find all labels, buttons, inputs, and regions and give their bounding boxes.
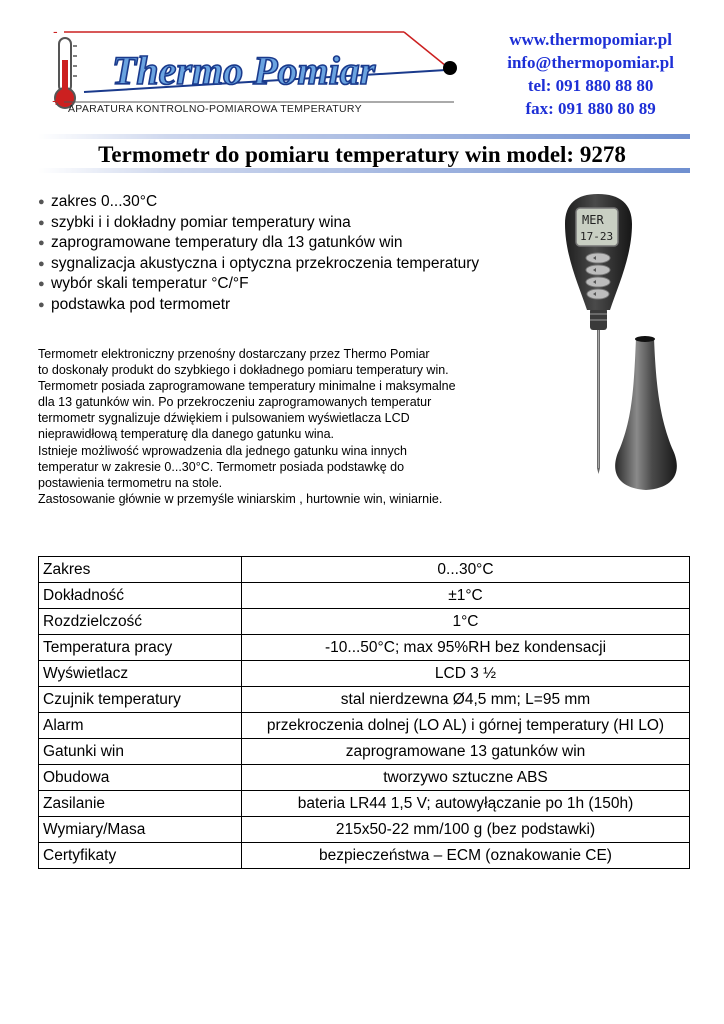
spec-label: Gatunki win bbox=[39, 739, 242, 765]
spec-label: Dokładność bbox=[39, 583, 242, 609]
spec-value: 215x50-22 mm/100 g (bez podstawki) bbox=[242, 817, 690, 843]
spec-value: stal nierdzewna Ø4,5 mm; L=95 mm bbox=[242, 687, 690, 713]
description-line: Termometr posiada zaprogramowane temperatury minimalne i maksymalne bbox=[38, 379, 456, 394]
spec-value: zaprogramowane 13 gatunków win bbox=[242, 739, 690, 765]
thermometer-probe bbox=[597, 328, 600, 468]
lcd-line-2: 17-23 bbox=[580, 230, 614, 243]
page-title: Termometr do pomiaru temperatury win model: 9278 bbox=[98, 142, 626, 167]
bullet-icon: ● bbox=[38, 216, 45, 229]
logo-minus: - bbox=[53, 24, 58, 39]
table-row bbox=[39, 609, 690, 635]
feature-item: ● sygnalizacja akustyczna i optyczna przekroczenia temperatury bbox=[38, 254, 479, 275]
spec-label: Zasilanie bbox=[39, 791, 242, 817]
spec-value: 1°C bbox=[242, 609, 690, 635]
table-row bbox=[39, 635, 690, 661]
description-line: to doskonały produkt do szybkiego i dokładnego pomiaru temperatury win. bbox=[38, 363, 449, 378]
table-row bbox=[39, 843, 690, 869]
phone-number: tel: 091 880 88 80 bbox=[527, 76, 654, 95]
bullet-icon: ● bbox=[38, 298, 45, 311]
spec-value: LCD 3 ½ bbox=[242, 661, 690, 687]
description-line: temperatur w zakresie 0...30°C. Termometr posiada podstawkę do bbox=[38, 459, 405, 474]
feature-item: ● zaprogramowane temperatury dla 13 gatunków win bbox=[38, 233, 479, 254]
feature-item: ● szybki i i dokładny pomiar temperatury wina bbox=[38, 213, 479, 234]
description-line: nieprawidłową temperaturę dla danego gatunku wina. bbox=[38, 427, 335, 442]
table-row bbox=[39, 687, 690, 713]
table-row bbox=[39, 661, 690, 687]
spec-label: Wymiary/Masa bbox=[39, 817, 242, 843]
spec-label: Czujnik temperatury bbox=[39, 687, 242, 713]
thermometer-stand bbox=[615, 338, 677, 490]
thermometer-button bbox=[586, 253, 610, 263]
spec-value: -10...50°C; max 95%RH bez kondensacji bbox=[242, 635, 690, 661]
logo-probe-line bbox=[404, 32, 446, 66]
thermometer-button bbox=[586, 265, 610, 275]
logo-brand-text: Thermo Pomiar bbox=[112, 48, 376, 93]
spec-label: Rozdzielczość bbox=[39, 609, 242, 635]
spec-label: Obudowa bbox=[39, 765, 242, 791]
website-link[interactable]: www.thermopomiar.pl bbox=[509, 30, 672, 49]
contact-block bbox=[507, 28, 674, 120]
table-row bbox=[39, 557, 690, 583]
description-line: Istnieje możliwość wprowadzenia dla jednego gatunku wina innych bbox=[38, 443, 407, 458]
bullet-icon: ● bbox=[38, 196, 45, 208]
table-row bbox=[39, 713, 690, 739]
table-row bbox=[39, 765, 690, 791]
logo-probe-tip bbox=[443, 61, 457, 75]
feature-item: ● wybór skali temperatur °C/°F bbox=[38, 274, 479, 295]
product-description bbox=[38, 346, 538, 507]
stand-opening bbox=[635, 336, 655, 342]
spec-label: Alarm bbox=[39, 713, 242, 739]
spec-label: Zakres bbox=[39, 557, 242, 583]
feature-item: ● zakres 0...30°C bbox=[38, 192, 479, 213]
feature-item: ● podstawka pod termometr bbox=[38, 295, 479, 316]
thermo-pomiar-logo bbox=[44, 24, 476, 120]
description-line: postawienia termometru na stole. bbox=[38, 475, 223, 490]
title-rule-top bbox=[38, 134, 690, 139]
bullet-icon: ● bbox=[38, 257, 45, 270]
lcd-line-1: MER bbox=[582, 213, 604, 227]
spec-value: przekroczenia dolnej (LO AL) i górnej temperatury (HI LO) bbox=[242, 713, 690, 739]
fax-number: fax: 091 880 80 89 bbox=[525, 99, 656, 118]
table-row bbox=[39, 817, 690, 843]
spec-label: Wyświetlacz bbox=[39, 661, 242, 687]
probe-collar bbox=[590, 308, 607, 330]
table-row bbox=[39, 739, 690, 765]
title-rule-bottom bbox=[38, 168, 690, 173]
table-row bbox=[39, 791, 690, 817]
bullet-icon: ● bbox=[38, 237, 45, 249]
logo-plus: + bbox=[52, 93, 61, 109]
spec-value: ±1°C bbox=[242, 583, 690, 609]
spec-label: Temperatura pracy bbox=[39, 635, 242, 661]
feature-list bbox=[38, 192, 479, 315]
spec-value: bateria LR44 1,5 V; autowyłączanie po 1h (150h) bbox=[242, 791, 690, 817]
table-row bbox=[39, 583, 690, 609]
logo-tagline: APARATURA KONTROLNO-POMIAROWA TEMPERATURY bbox=[68, 103, 362, 115]
thermometer-button bbox=[586, 277, 610, 287]
specification-table bbox=[38, 556, 690, 869]
description-line: Zastosowanie głównie w przemyśle winiarskim , hurtownie win, winiarnie. bbox=[38, 491, 443, 506]
probe-tip bbox=[597, 468, 600, 474]
spec-value: tworzywo sztuczne ABS bbox=[242, 765, 690, 791]
spec-value: bezpieczeństwa – ECM (oznakowanie CE) bbox=[242, 843, 690, 869]
thermometer-button bbox=[587, 289, 609, 299]
spec-value: 0...30°C bbox=[242, 557, 690, 583]
bullet-icon: ● bbox=[38, 278, 45, 290]
spec-label: Certyfikaty bbox=[39, 843, 242, 869]
description-line: termometr sygnalizuje dźwiękiem i pulsowaniem wyświetlacza LCD bbox=[38, 411, 410, 426]
thermometer-product-image bbox=[538, 178, 690, 506]
description-line: dla 13 gatunków win. Po przekroczeniu zaprogramowanych temperatur bbox=[38, 395, 432, 410]
email-link[interactable]: info@thermopomiar.pl bbox=[507, 53, 674, 72]
description-line: Termometr elektroniczny przenośny dostarczany przez Thermo Pomiar bbox=[38, 347, 430, 361]
